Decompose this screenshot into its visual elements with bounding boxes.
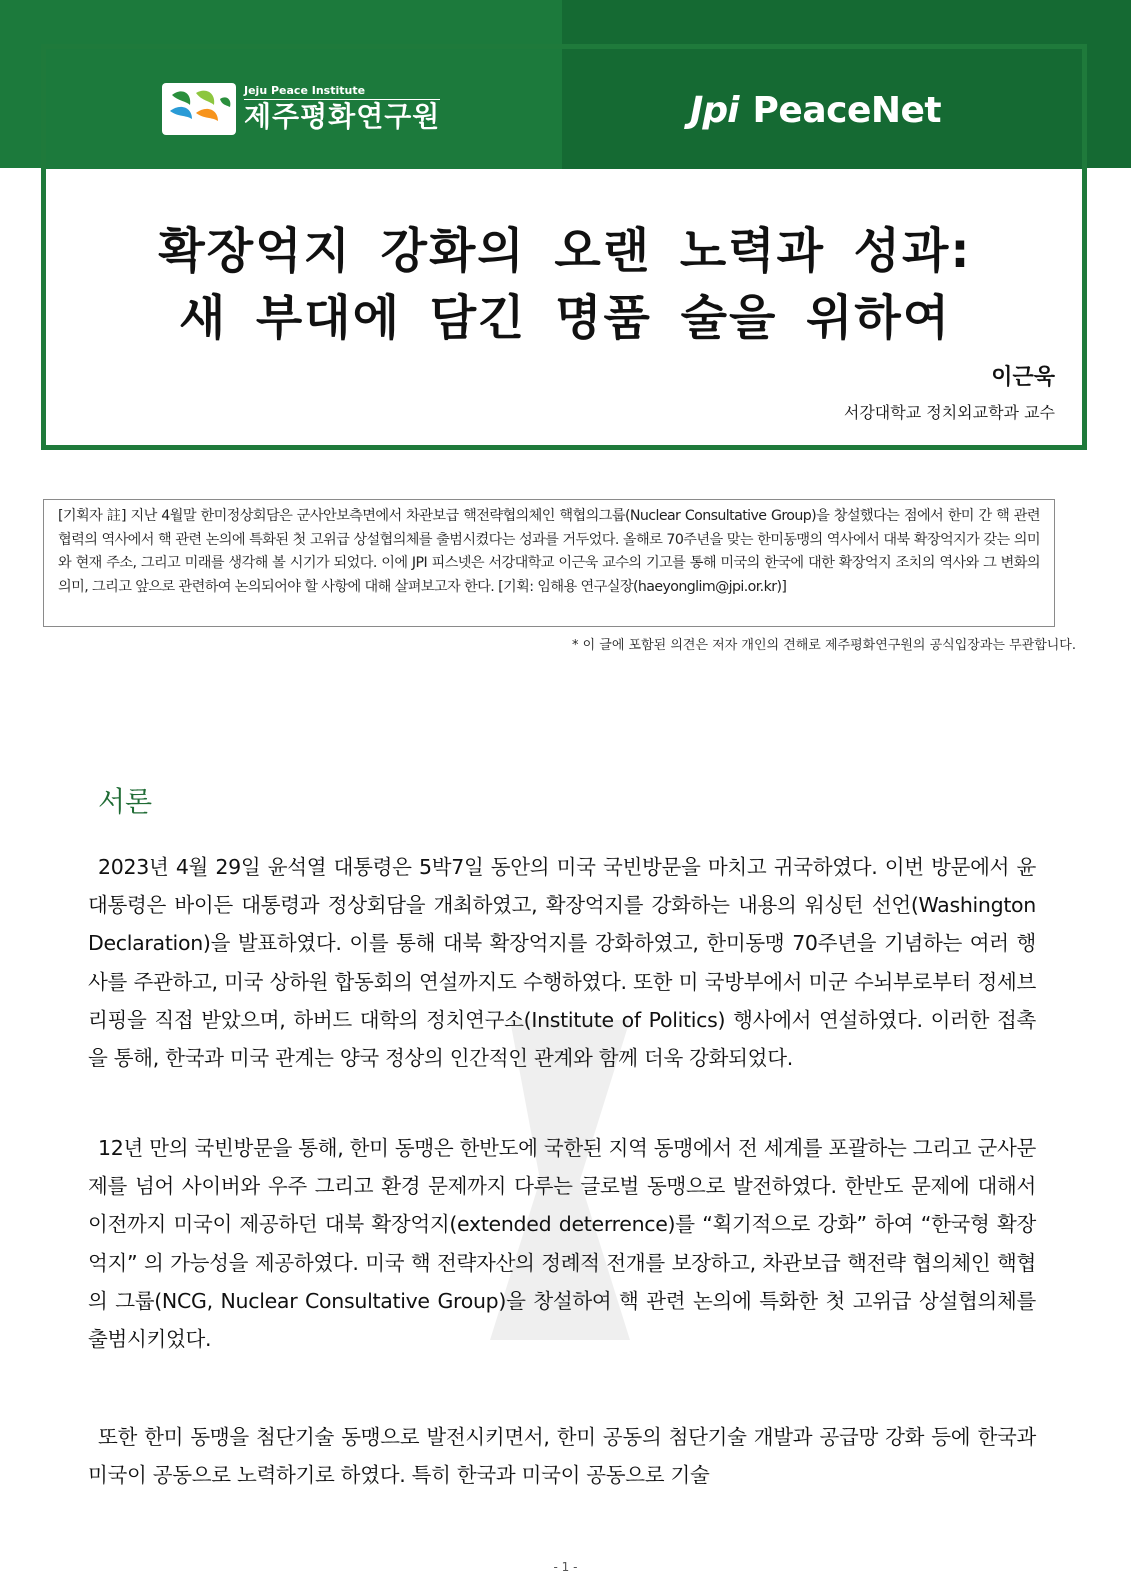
peacenet-wordmark: PeaceNet [752, 89, 942, 131]
jpi-peacenet-logo [690, 84, 941, 136]
editor-note-box: [기획자 註] 지난 4월말 한미정상회담은 군사안보측면에서 차관보급 핵전략협의체인 핵협의그룹(Nuclear Consultative Group)을 창설했다는 점에서 한미 간 핵 관련 협력의 역사에서 핵 관련 논의에 특화된 첫 고위급 상설협의체를 출범시켰다는 성과를 거두었다. 올해로 70주년을 맞는 한미동맹의 역사에서 대북 확장억지가 갖는 의미와 현재 주소, 그리고 미래를 생각해 볼 시기가 되었다. 이에 JPI 피스넷은 서강대학교 이근욱 교수의 기고를 통해 미국의 한국에 대한 확장억지 조치의 역사와 그 변화의 의미, 그리고 앞으로 관련하여 논의되어야 할 사항에 대해 살펴보고자 한다. [기획: 임해용 연구실장(haeyonglim@jpi.or.kr)] [43, 499, 1055, 627]
dove-logo-icon [162, 83, 236, 135]
body-paragraph-1: 2023년 4월 29일 윤석열 대통령은 5박7일 동안의 미국 국빈방문을 마치고 귀국하였다. 이번 방문에서 윤 대통령은 바이든 대통령과 정상회담을 개최하였고, 확장억지를 강화하는 내용의 워싱턴 선언(Washington Declaration)을 발표하였다. 이를 통해 대북 확장억지를 강화하였고, 한미동맹 70주년을 기념하는 여러 행사를 주관하고, 미국 상하원 합동회의 연설까지도 수행하였다. 또한 미 국방부에서 미군 수뇌부로부터 정세브리핑을 직접 받았으며, 하버드 대학의 정치연구소(Institute of Politics) 행사에서 연설하였다. 이러한 접촉을 통해, 한국과 미국 관계는 양국 정상의 인간적인 관계와 함께 더욱 강화되었다. [88, 855, 1036, 1071]
jpi-wordmark: Jpi [690, 89, 739, 131]
jeju-peace-institute-logo [162, 83, 440, 135]
section-heading: 서론 [98, 785, 153, 818]
article-title-line-2: 새 부대에 담긴 명품 술을 위하여 [178, 290, 952, 346]
article-title-line-1: 확장억지 강화의 오랜 노력과 성과: [158, 223, 972, 279]
logo-english-name: Jeju Peace Institute [244, 84, 440, 100]
author-affiliation: 서강대학교 정치외교학과 교수 [843, 403, 1055, 422]
author-name: 이근욱 [991, 365, 1055, 390]
body-paragraph-2: 12년 만의 국빈방문을 통해, 한미 동맹은 한반도에 국한된 지역 동맹에서 전 세계를 포괄하는 그리고 군사문제를 넘어 사이버와 우주 그리고 환경 문제까지 다루는 글로벌 동맹으로 발전하였다. 한반도 문제에 대해서 이전까지 미국이 제공하던 대북 확장억지(extended deterrence)를 “획기적으로 강화” 하여 “한국형 확장억지” 의 가능성을 제공하였다. 미국 핵 전략자산의 정례적 전개를 보장하고, 차관보급 핵전략 협의체인 핵협의 그룹(NCG, Nuclear Consultative Group)을 창설하여 핵 관련 논의에 특화한 첫 고위급 상설협의체를 출범시키었다. [88, 1136, 1036, 1352]
logo-korean-name: 제주평화연구원 [244, 100, 441, 133]
disclaimer-text: * 이 글에 포함된 의견은 저자 개인의 견해로 제주평화연구원의 공식입장과는 무관합니다. [571, 638, 1076, 653]
page-number: - 1 - [553, 1560, 578, 1574]
body-paragraph-3: 또한 한미 동맹을 첨단기술 동맹으로 발전시키면서, 한미 공동의 첨단기술 개발과 공급망 강화 등에 한국과 미국이 공동으로 노력하기로 하였다. 특히 한국과 미국이 공동으로 기술 [88, 1425, 1036, 1488]
